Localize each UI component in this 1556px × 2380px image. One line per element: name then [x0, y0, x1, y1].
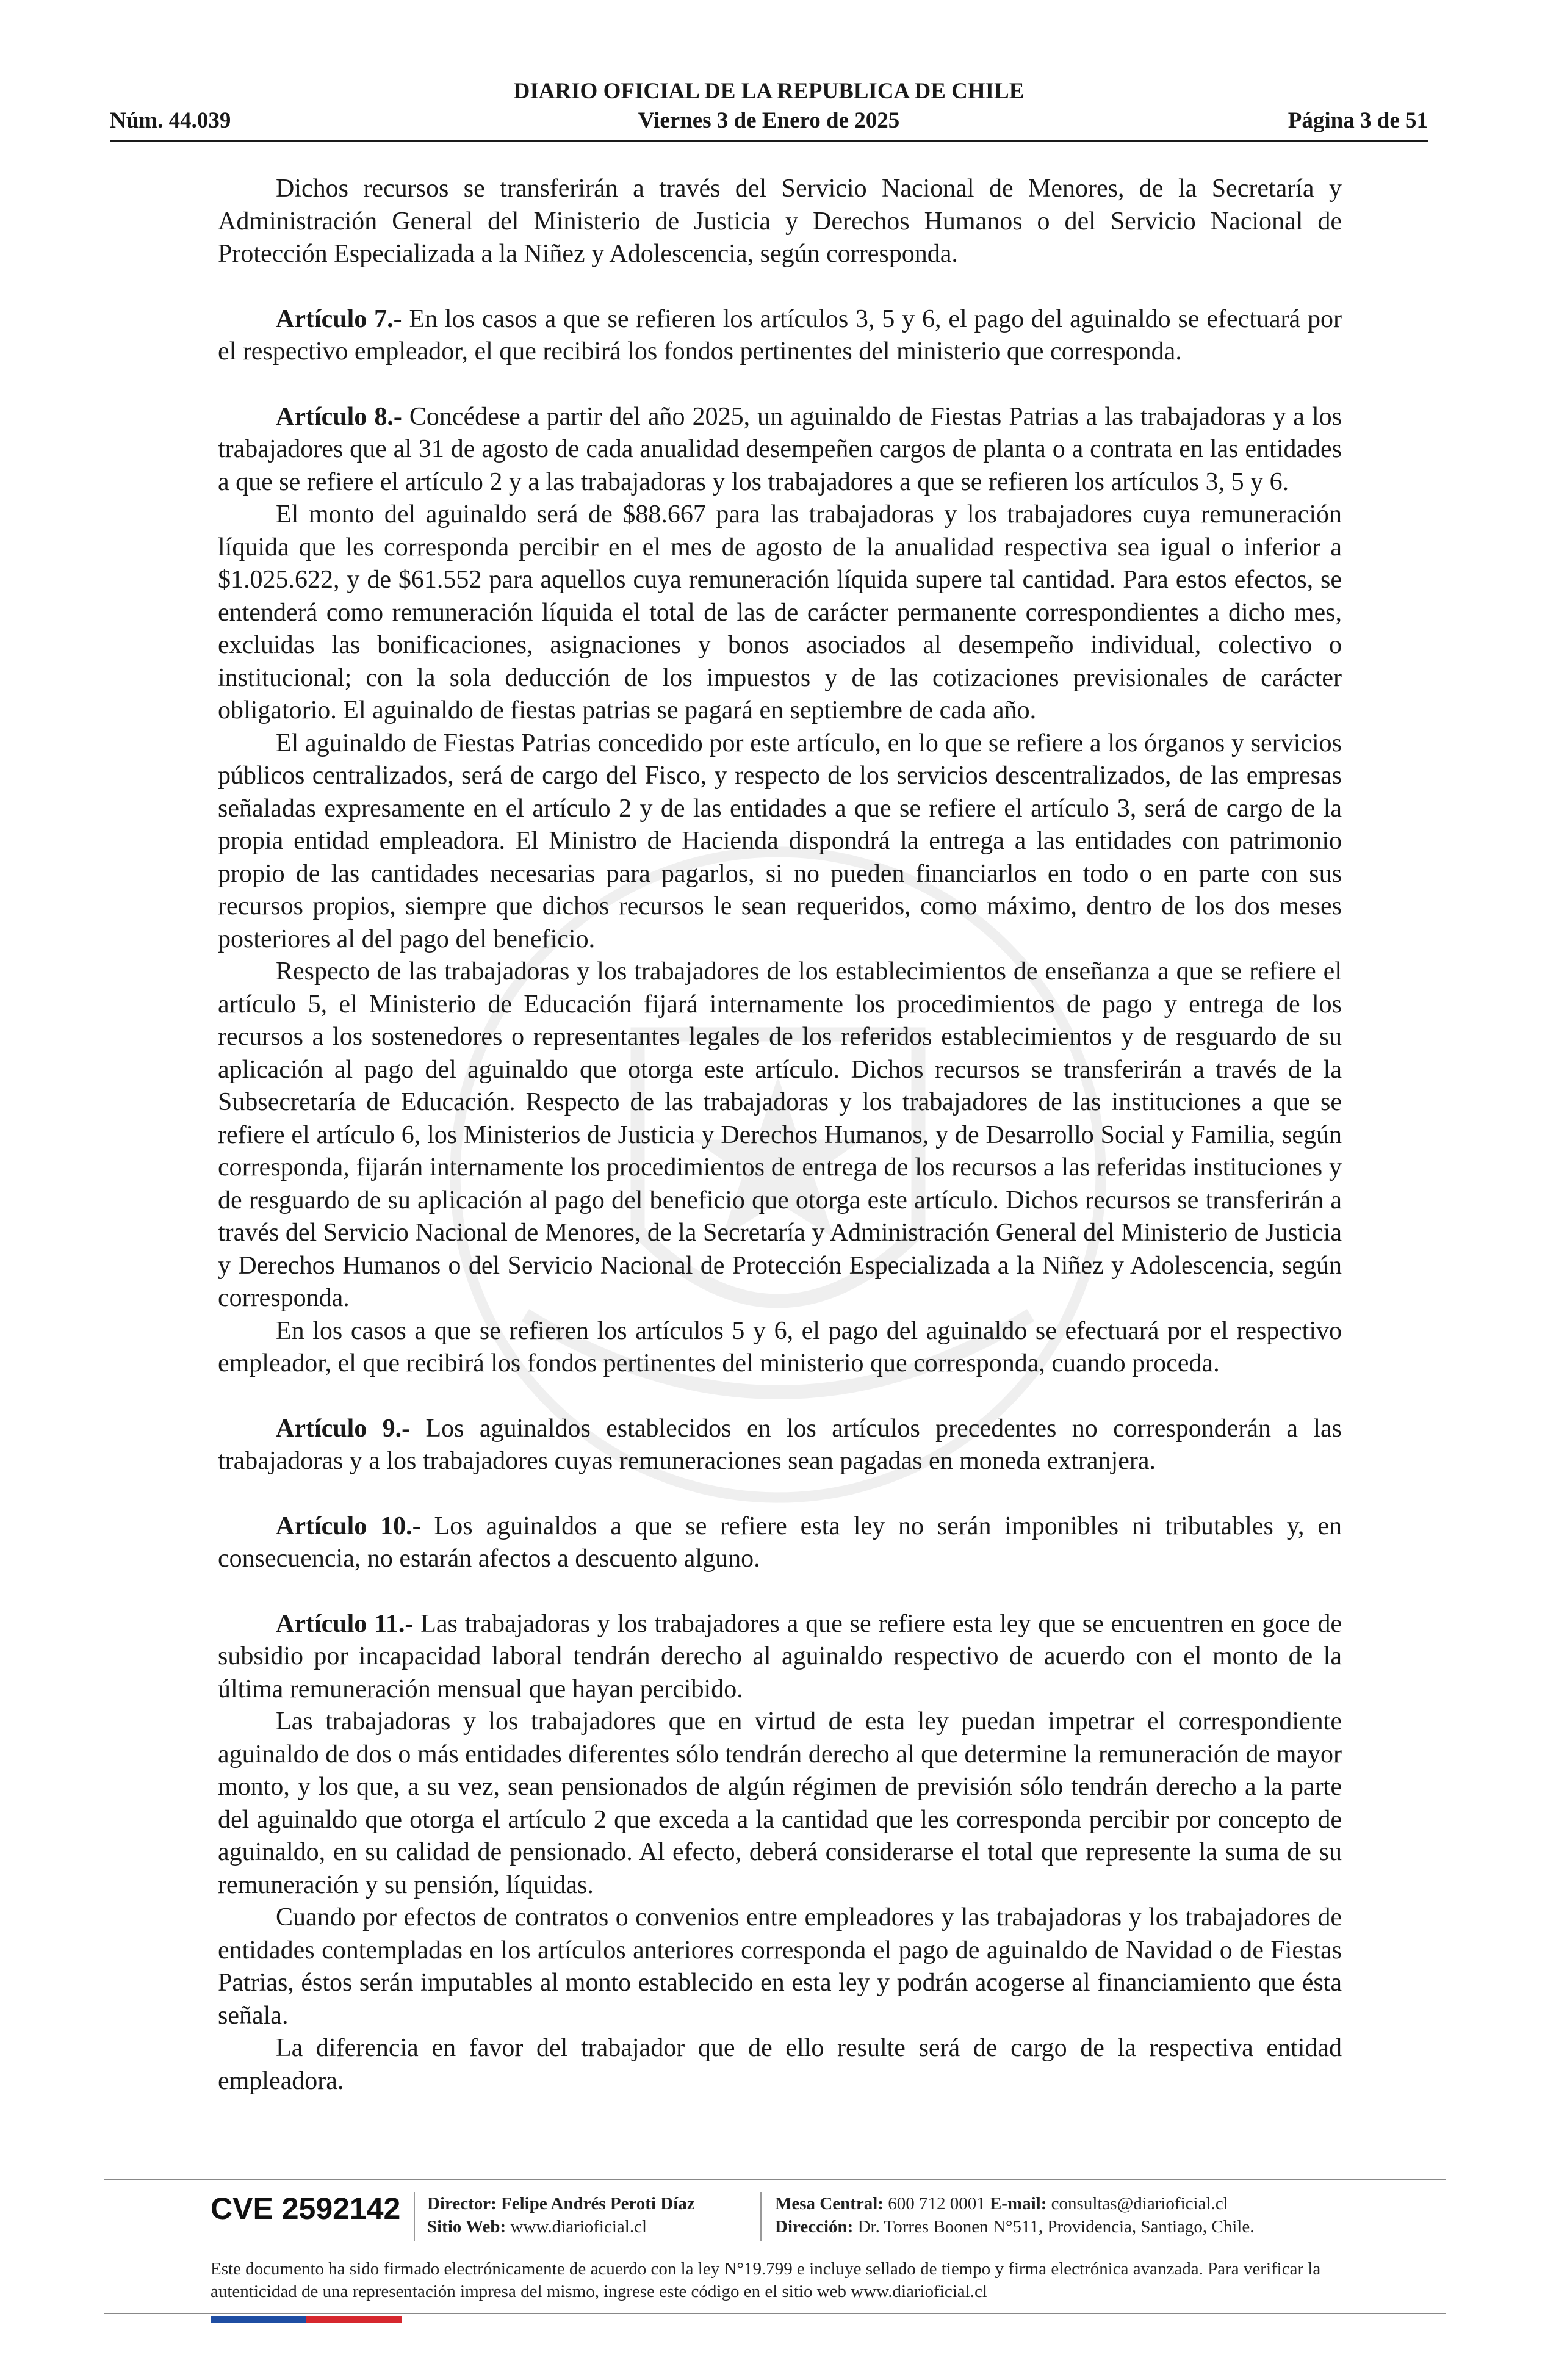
article-heading: Artículo 11.- [276, 1609, 414, 1638]
footer-contact-block [775, 2192, 1254, 2238]
article-text: Las trabajadoras y los trabajadores a que se refiere esta ley que se encuentren en goce de subsidio por incapacidad laboral tendrán derecho al aguinaldo respectivo de acuerdo con el monto de la última remuneración mensual que hayan percibido. [218, 1609, 1342, 1703]
article-text: Los aguinaldos a que se refiere esta ley no serán imponibles ni tributables y, en consecuencia, no estarán afectos a descuento alguno. [218, 1512, 1342, 1573]
page-number: Página 3 de 51 [1288, 108, 1428, 133]
email-link[interactable]: consultas@diarioficial.cl [1046, 2194, 1228, 2213]
paragraph: En los casos a que se refieren los artículos 5 y 6, el pago del aguinaldo se efectuará por el respectivo empleador, el que recibirá los fondos pertinentes del ministerio que corresponda, cuando proceda. [218, 1316, 1342, 1377]
paragraph: Dichos recursos se transferirán a través del Servicio Nacional de Menores, de la Secretaría y Administración General del Ministerio de Justicia y Derechos Humanos o del Servicio Nacional de Protección Especializada a la Niñez y Adolescencia, según corresponda. [218, 175, 1342, 268]
article-heading: Artículo 8.- [276, 402, 402, 431]
issue-number: Núm. 44.039 [110, 108, 231, 133]
paragraph: Las trabajadoras y los trabajadores que en virtud de esta ley puedan impetrar el correspondiente aguinaldo de dos o más entidades diferentes sólo tendrán derecho al que determine la remuneración de mayor monto, y los que, a su vez, sean pensionados de algún régimen de previsión sólo tendrán derecho a la parte del aguinaldo que otorga el artículo 2 que exceda a la cantidad que les corresponda percibir por concepto de aguinaldo, en su calidad de pensionado. Al efecto, deberá considerarse el total que represente la suma de su remuneración y su pensión, líquidas. [218, 1707, 1342, 1899]
paragraph: Respecto de las trabajadoras y los trabajadores de los establecimientos de enseñanza a que se refiere el artículo 5, el Ministerio de Educación fijará internamente los procedimientos de pago y entrega de los recursos a los sostenedores o representantes legales de los referidos establecimientos y de resguardo de su aplicación al pago del aguinaldo que otorga este artículo. Dichos recursos se transferirán a través de la Subsecretaría de Educación. Respecto de las trabajadoras y los trabajadores de las instituciones a que se refiere el artículo 6, los Ministerios de Justicia y Derechos Humanos, y de Desarrollo Social y Familia, según corresponda, fijarán internamente los procedimientos de entrega de los recursos a las referidas instituciones y de resguardo de su aplicación al pago del beneficio que otorga este artículo. Dichos recursos se transferirán a través del Servicio Nacional de Menores, de la Secretaría y Administración General del Ministerio de Justicia y Derechos Humanos o del Servicio Nacional de Protección Especializada a la Niñez y Adolescencia, según corresponda. [218, 957, 1342, 1312]
article-text: Los aguinaldos establecidos en los artículos precedentes no corresponderán a las trabajadoras y a los trabajadores cuyas remuneraciones sean pagadas en moneda extranjera. [218, 1414, 1342, 1475]
article-9 [218, 1413, 1342, 1478]
header-divider [110, 140, 1428, 142]
footer-separator [414, 2192, 415, 2241]
paragraph: Cuando por efectos de contratos o convenios entre empleadores y las trabajadoras y los trabajadores de entidades contempladas en los artículos anteriores corresponda el pago de aguinaldo de Navidad o de Fiestas Patrias, éstos serán imputables al monto establecido en esta ley y podrán acogerse al financiamiento que ésta señala. [218, 1903, 1342, 2030]
article-text: En los casos a que se refieren los artículos 3, 5 y 6, el pago del aguinaldo se efectuará por el respectivo empleador, el que recibirá los fondos pertinentes del ministerio que corresponda. [218, 305, 1342, 366]
site-label: Sitio Web: [427, 2217, 506, 2237]
footer-bottom-divider [104, 2313, 1446, 2314]
paragraph: La diferencia en favor del trabajador que de ello resulte será de cargo de la respectiva entidad empleadora. [218, 2034, 1342, 2095]
address-value: Dr. Torres Boonen N°511, Providencia, Santiago, Chile. [853, 2217, 1255, 2237]
director-label: Director: [427, 2194, 497, 2213]
article-10 [218, 1510, 1342, 1576]
issue-date: Viernes 3 de Enero de 2025 [638, 108, 900, 133]
article-heading: Artículo 10.- [276, 1512, 421, 1540]
flag-color-bar [211, 2316, 402, 2323]
article-8 [218, 401, 1342, 499]
paragraph: El aguinaldo de Fiestas Patrias concedido por este artículo, en lo que se refiere a los órganos y servicios públicos centralizados, será de cargo del Fisco, y respecto de los servicios descentralizados, de las empresas señaladas expresamente en el artículo 2 y de las entidades a que se refiere el artículo 3, será de cargo de la propia entidad empleadora. El Ministro de Hacienda dispondrá la entrega a las entidades con patrimonio propio de las cantidades necesarias para pagarlos, si no pueden financiarlos en todo o en parte con sus recursos propios, siempre que dichos recursos le sean requeridos, como máximo, dentro de los dos meses posteriores al del pago del beneficio. [218, 729, 1342, 953]
footer-separator [760, 2192, 762, 2241]
flag-red-segment [306, 2316, 402, 2323]
paragraph: El monto del aguinaldo será de $88.667 para las trabajadoras y los trabajadores cuya remuneración líquida que les corresponda percibir en el mes de agosto de la anualidad respectiva sea igual o inferior a $1.025.622, y de $61.552 para aquellos cuya remuneración líquida supere tal cantidad. Para estos efectos, se entenderá como remuneración líquida el total de las de carácter permanente correspondientes a dicho mes, excluidas las bonificaciones, asignaciones y bonos asociados al desempeño individual, colectivo o institucional; con la sola deducción de los impuestos y de las cotizaciones previsionales de carácter obligatorio. El aguinaldo de fiestas patrias se pagará en septiembre de cada año. [218, 500, 1342, 724]
director-name: Felipe Andrés Peroti Díaz [496, 2194, 695, 2213]
cve-code: CVE 2592142 [211, 2191, 401, 2226]
article-7 [218, 303, 1342, 369]
document-body [218, 173, 1342, 2097]
mesa-phone: 600 712 0001 [883, 2194, 990, 2213]
article-heading: Artículo 7.- [276, 305, 402, 333]
flag-blue-segment [211, 2316, 306, 2323]
site-link[interactable]: www.diarioficial.cl [506, 2217, 647, 2237]
mesa-label: Mesa Central: [775, 2194, 884, 2213]
newspaper-title: DIARIO OFICIAL DE LA REPUBLICA DE CHILE [513, 79, 1025, 104]
footer-divider [104, 2179, 1446, 2180]
article-11 [218, 1608, 1342, 1706]
article-text: Concédese a partir del año 2025, un aguinaldo de Fiestas Patrias a las trabajadoras y a los trabajadores que al 31 de agosto de cada anualidad desempeñen cargos de planta o a contrata en las entidades a que se refiere el artículo 2 y a las trabajadoras y los trabajadores a que se refieren los artículos 3, 5 y 6. [218, 402, 1342, 496]
address-label: Dirección: [775, 2217, 854, 2237]
footer-director-block [427, 2192, 695, 2238]
email-label: E-mail: [989, 2194, 1047, 2213]
article-heading: Artículo 9.- [276, 1414, 411, 1443]
page-header [110, 74, 1428, 142]
legal-notice: Este documento ha sido firmado electrónicamente de acuerdo con la ley N°19.799 e incluye sellado de tiempo y firma electrónica avanzada. Para verificar la autenticidad de una representación impresa del mismo, ingrese este código en el sitio web www.diarioficial.cl [211, 2259, 1321, 2301]
